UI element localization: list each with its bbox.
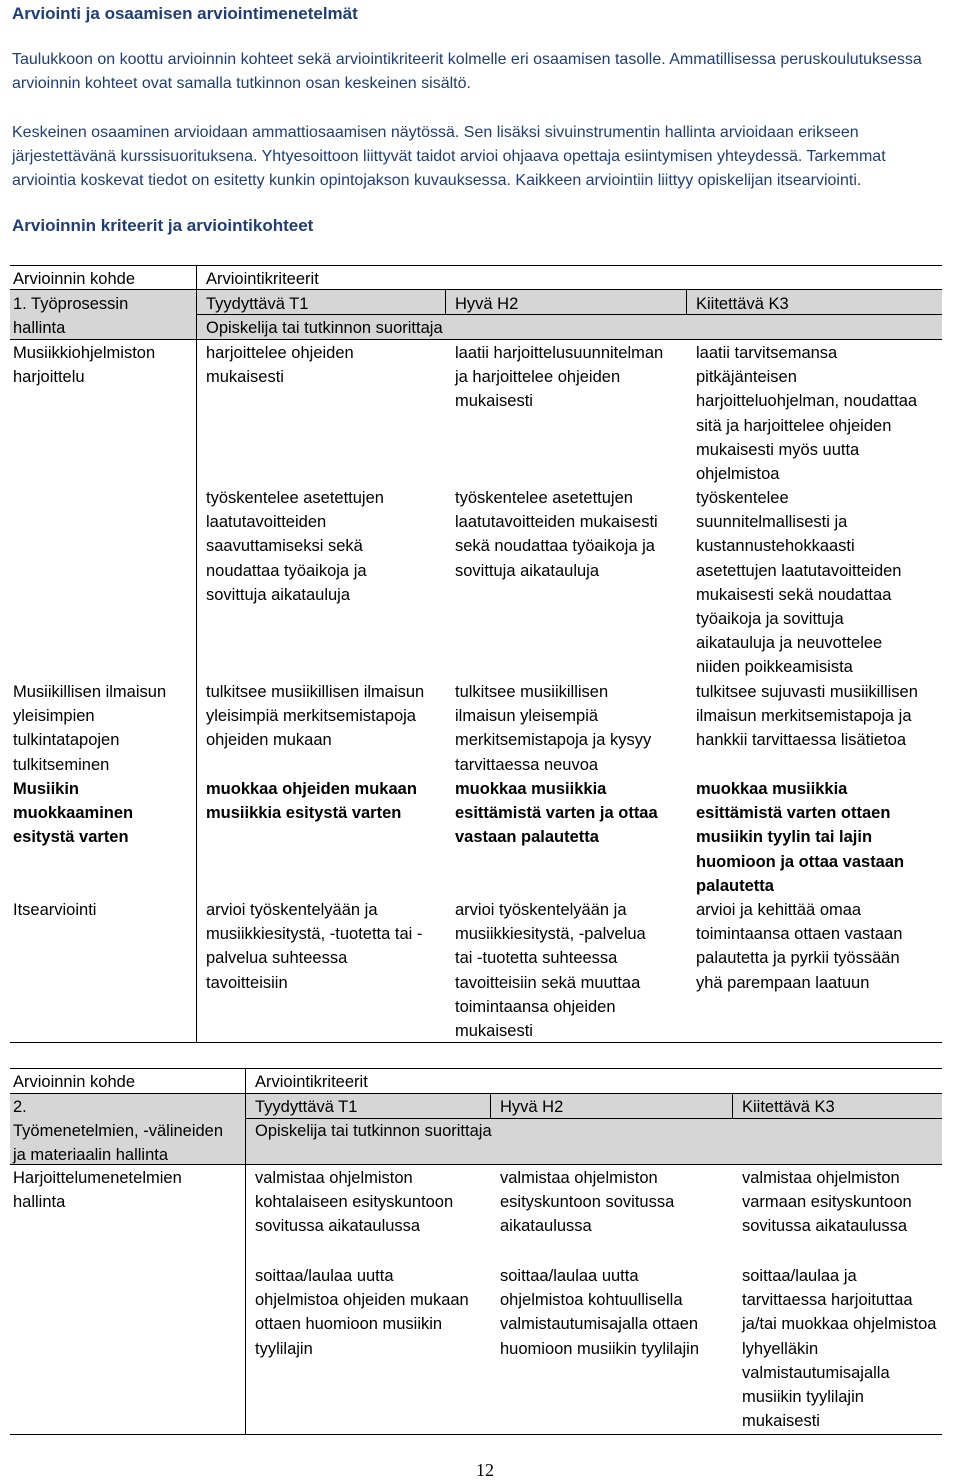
row-t1: tulkitsee musiikillisen ilmaisun yleisimpiä merkitsemistapoja ohjeiden mukaan bbox=[206, 683, 425, 750]
row-h2: työskentelee asetettujen laatutavoitteiden mukaisesti sekä noudattaa työaikoja ja sovittuja aikatauluja bbox=[455, 489, 658, 580]
page-title: Arviointi ja osaamisen arviointimenetelmät bbox=[12, 4, 358, 23]
row-t1: harjoittelee ohjeiden mukaisesti bbox=[206, 344, 354, 387]
row-k3: valmistaa ohjelmiston varmaan esityskuntoon sovitussa aikataulussa bbox=[742, 1169, 912, 1236]
level-k3: Kiitettävä K3 bbox=[742, 1098, 835, 1116]
subject-label: Opiskelija tai tutkinnon suorittaja bbox=[206, 319, 443, 337]
row-k3: soittaa/laulaa ja tarvittaessa harjoituttaa ja/tai muokkaa ohjelmistoa lyhyelläkin valmistautumisajalla musiikin tyylilajin mukaisesti bbox=[742, 1267, 937, 1431]
table-rule bbox=[10, 339, 942, 340]
subject-band bbox=[10, 315, 942, 339]
header-kriteerit: Arviointikriteerit bbox=[206, 270, 319, 288]
area-label-line: 1. Työprosessin bbox=[13, 295, 129, 313]
row-k3: arvioi ja kehittää omaa toimintaansa ottaen vastaan palautetta ja pyrkii työssään yhä parempaan laatuun bbox=[696, 901, 903, 992]
row-h2: muokkaa musiikkia esittämistä varten ja ottaa vastaan palautetta bbox=[455, 780, 658, 847]
table-rule bbox=[686, 289, 687, 315]
header-kohde: Arvioinnin kohde bbox=[13, 1073, 135, 1091]
row-h2: soittaa/laulaa uutta ohjelmistoa kohtuullisella valmistautumisajalla ottaen huomioon musiikin tyylilajin bbox=[500, 1267, 699, 1358]
row-h2: laatii harjoittelusuunnitelman ja harjoittelee ohjeiden mukaisesti bbox=[455, 344, 664, 411]
intro-paragraph-2: Keskeinen osaaminen arvioidaan ammattiosaamisen näytössä. Sen lisäksi sivuinstrumentin hallinta arvioidaan erikseen järjestettävänä kurssisuorituksena. Yhtyesoittoon liittyvät taidot arvioi ohjaava opettaja esiintymisen yhteydessä. Tarkemmat arviointia koskevat tiedot on esitetty kunkin opintojakson kuvauksessa. Kaikkeen arviointiin liittyy opiskelijan itsearviointi. bbox=[12, 124, 886, 189]
level-h2: Hyvä H2 bbox=[500, 1098, 564, 1116]
row-t1: soittaa/laulaa uutta ohjelmistoa ohjeiden mukaan ottaen huomioon musiikin tyylilajin bbox=[255, 1267, 469, 1358]
table-rule bbox=[445, 289, 446, 315]
level-t1: Tyydyttävä T1 bbox=[255, 1098, 358, 1116]
subject-label: Opiskelija tai tutkinnon suorittaja bbox=[255, 1122, 492, 1140]
header-kriteerit: Arviointikriteerit bbox=[255, 1073, 368, 1091]
row-h2: tulkitsee musiikillisen ilmaisun yleisempiä merkitsemistapoja ja kysyy tarvittaessa neuvoa bbox=[455, 683, 652, 774]
row-kohde: Musiikillisen ilmaisun yleisimpien tulkintatapojen tulkitseminen bbox=[13, 683, 167, 774]
table-rule bbox=[732, 1093, 733, 1119]
row-t1: arvioi työskentelyään ja musiikkiesitystä, -tuotetta tai - palvelua suhteessa tavoitteisiin bbox=[206, 901, 423, 992]
header-kohde: Arvioinnin kohde bbox=[13, 270, 135, 288]
table-rule bbox=[490, 1093, 491, 1119]
section-title: Arvioinnin kriteerit ja arviointikohteet bbox=[12, 216, 314, 235]
row-t1: valmistaa ohjelmiston kohtalaiseen esityskuntoon sovitussa aikataulussa bbox=[255, 1169, 454, 1236]
level-t1: Tyydyttävä T1 bbox=[206, 295, 309, 313]
row-h2: valmistaa ohjelmiston esityskuntoon sovitussa aikataulussa bbox=[500, 1169, 675, 1236]
row-t1: muokkaa ohjeiden mukaan musiikkia esitystä varten bbox=[206, 780, 417, 823]
area-label: 2. Työmenetelmien, -välineiden ja materiaalin hallinta bbox=[13, 1098, 224, 1165]
row-kohde: Musiikin muokkaaminen esitystä varten bbox=[13, 780, 134, 847]
table-rule bbox=[196, 265, 197, 1043]
page-number: 12 bbox=[476, 1460, 494, 1480]
table-rule bbox=[245, 1068, 246, 1435]
table-rule bbox=[10, 289, 942, 290]
row-h2: arvioi työskentelyään ja musiikkiesitystä, -palvelua tai -tuotetta suhteessa tavoitteisiin sekä muuttaa toimintaansa ohjeiden mukaisesti bbox=[455, 901, 646, 1041]
level-k3: Kiitettävä K3 bbox=[696, 295, 789, 313]
table-rule bbox=[10, 265, 942, 266]
row-t1: työskentelee asetettujen laatutavoitteiden saavuttamiseksi sekä noudattaa työaikoja ja sovittuja aikatauluja bbox=[206, 489, 384, 604]
table-rule bbox=[10, 1434, 942, 1435]
level-h2: Hyvä H2 bbox=[455, 295, 519, 313]
row-k3: laatii tarvitsemansa pitkäjänteisen harjoitteluohjelman, noudattaa sitä ja harjoittelee ohjeiden mukaisesti myös uutta ohjelmistoa bbox=[696, 344, 918, 484]
row-k3: tulkitsee sujuvasti musiikillisen ilmaisun merkitsemistapoja ja hankkii tarvittaessa lisätietoa bbox=[696, 683, 918, 750]
row-kohde: Musiikkiohjelmiston harjoittelu bbox=[13, 344, 156, 387]
row-kohde: Harjoittelumenetelmien hallinta bbox=[13, 1169, 182, 1212]
row-kohde: Itsearviointi bbox=[13, 901, 97, 919]
area-label-line: hallinta bbox=[13, 319, 66, 337]
table-rule bbox=[10, 1093, 942, 1094]
table-rule bbox=[10, 1068, 942, 1069]
intro-paragraph-1: Taulukkoon on koottu arvioinnin kohteet sekä arviointikriteerit kolmelle eri osaamisen tasolle. Ammatillisessa peruskoulutuksessa arvioinnin kohteet ovat samalla tutkinnon osan keskeinen sisältö. bbox=[12, 51, 922, 92]
row-k3: muokkaa musiikkia esittämistä varten ottaen musiikin tyylin tai lajin huomioon ja ottaa vastaan palautetta bbox=[696, 780, 905, 895]
row-k3: työskentelee suunnitelmallisesti ja kustannustehokkaasti asetettujen laatutavoitteiden mukaisesti sekä noudattaa työaikoja ja sovittuja aikatauluja ja neuvottelee niiden poikkeamisista bbox=[696, 489, 902, 677]
